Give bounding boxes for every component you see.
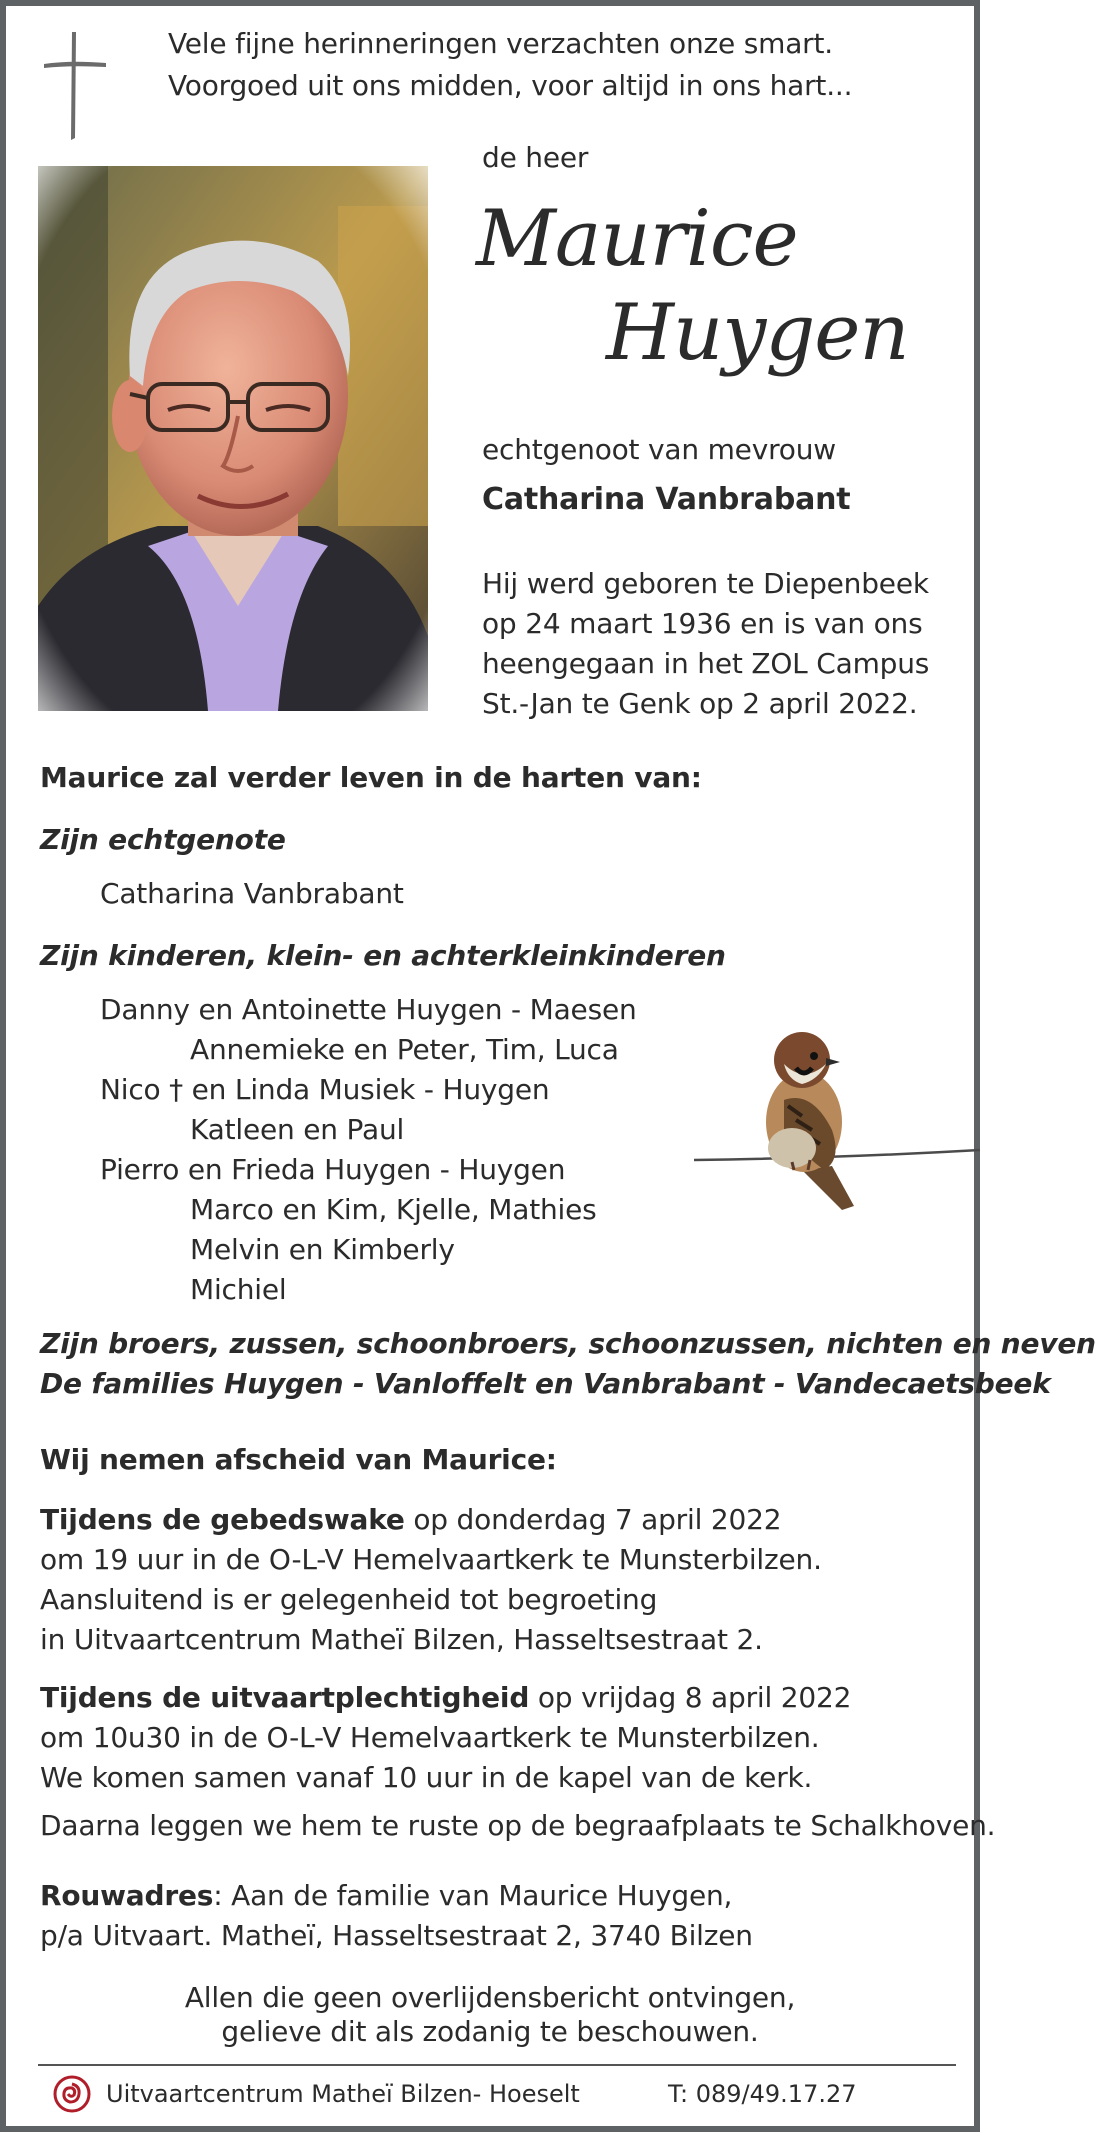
child-1: Danny en Antoinette Huygen - Maesen: [100, 993, 637, 1026]
notice-line-2: gelieve dit als zodanig te beschouwen.: [221, 2015, 759, 2048]
bio-line-4: St.-Jan te Genk op 2 april 2022.: [482, 687, 918, 720]
address-text: : Aan de familie van Maurice Huygen,: [213, 1879, 733, 1912]
footer-divider: [38, 2064, 956, 2066]
grandchildren-3b: Melvin en Kimberly: [190, 1233, 455, 1266]
poem-line-1: Vele fijne herinneringen verzachten onze smart.: [168, 27, 833, 60]
grandchildren-3c: Michiel: [190, 1273, 287, 1306]
address-line-1: [40, 1876, 732, 1916]
funeral-line-2: om 10u30 in de O-L-V Hemelvaartkerk te Munsterbilzen.: [40, 1721, 820, 1754]
first-name: Maurice: [476, 194, 798, 284]
address-label: Rouwadres: [40, 1879, 214, 1912]
family-intro: Maurice zal verder leven in de harten van:: [40, 761, 702, 794]
last-name: Huygen: [606, 288, 909, 378]
spouse-name-heading: Catharina Vanbrabant: [482, 482, 851, 517]
address-line-2: p/a Uitvaart. Matheï, Hasseltsestraat 2, 3740 Bilzen: [40, 1919, 753, 1952]
wake-label: Tijdens de gebedswake: [40, 1503, 405, 1536]
bio-line-1: Hij werd geboren te Diepenbeek: [482, 567, 929, 600]
bio-line-3: heengegaan in het ZOL Campus: [482, 647, 930, 680]
cross-icon: [40, 26, 112, 146]
title-honorific: de heer: [482, 141, 589, 174]
spouse-intro: echtgenoot van mevrouw: [482, 433, 836, 466]
funeral-date: op vrijdag 8 april 2022: [529, 1681, 852, 1714]
rose-logo-icon: [52, 2074, 92, 2114]
grandchildren-1: Annemieke en Peter, Tim, Luca: [190, 1033, 619, 1066]
funeral-label: Tijdens de uitvaartplechtigheid: [40, 1681, 530, 1714]
funeral-line-1: [40, 1678, 851, 1718]
bio-line-2: op 24 maart 1936 en is van ons: [482, 607, 923, 640]
child-3: Pierro en Frieda Huygen - Huygen: [100, 1153, 566, 1186]
siblings-line: Zijn broers, zussen, schoonbroers, schoonzussen, nichten en neven: [40, 1327, 1096, 1360]
burial-line: Daarna leggen we hem te ruste op de begraafplaats te Schalkhoven.: [40, 1809, 996, 1842]
grandchildren-2: Katleen en Paul: [190, 1113, 405, 1146]
grandchildren-3a: Marco en Kim, Kjelle, Mathies: [190, 1193, 597, 1226]
child-2: Nico † en Linda Musiek - Huygen: [100, 1073, 550, 1106]
poem-line-2: Voorgoed uit ons midden, voor altijd in ons hart...: [168, 69, 853, 102]
families-line: De families Huygen - Vanloffelt en Vanbrabant - Vandecaetsbeek: [40, 1367, 1051, 1400]
spouse-heading: Zijn echtgenote: [40, 823, 286, 856]
wake-line-4: in Uitvaartcentrum Matheï Bilzen, Hasseltsestraat 2.: [40, 1623, 763, 1656]
wake-line-2: om 19 uur in de O-L-V Hemelvaartkerk te Munsterbilzen.: [40, 1543, 822, 1576]
farewell-heading: Wij nemen afscheid van Maurice:: [40, 1443, 557, 1476]
wake-date: op donderdag 7 april 2022: [404, 1503, 782, 1536]
children-heading: Zijn kinderen, klein- en achterkleinkinderen: [40, 939, 726, 972]
footer-company: Uitvaartcentrum Matheï Bilzen- Hoeselt: [106, 2080, 580, 2108]
wake-line-1: [40, 1500, 781, 1540]
wake-line-3: Aansluitend is er gelegenheid tot begroeting: [40, 1583, 658, 1616]
footer-phone: T: 089/49.17.27: [668, 2080, 857, 2108]
sparrow-illustration: [692, 1020, 982, 1216]
funeral-line-3: We komen samen vanaf 10 uur in de kapel van de kerk.: [40, 1761, 813, 1794]
portrait-photo: [38, 166, 428, 711]
notice-line-1: Allen die geen overlijdensbericht ontvingen,: [184, 1981, 796, 2014]
spouse-name: Catharina Vanbrabant: [100, 877, 404, 910]
